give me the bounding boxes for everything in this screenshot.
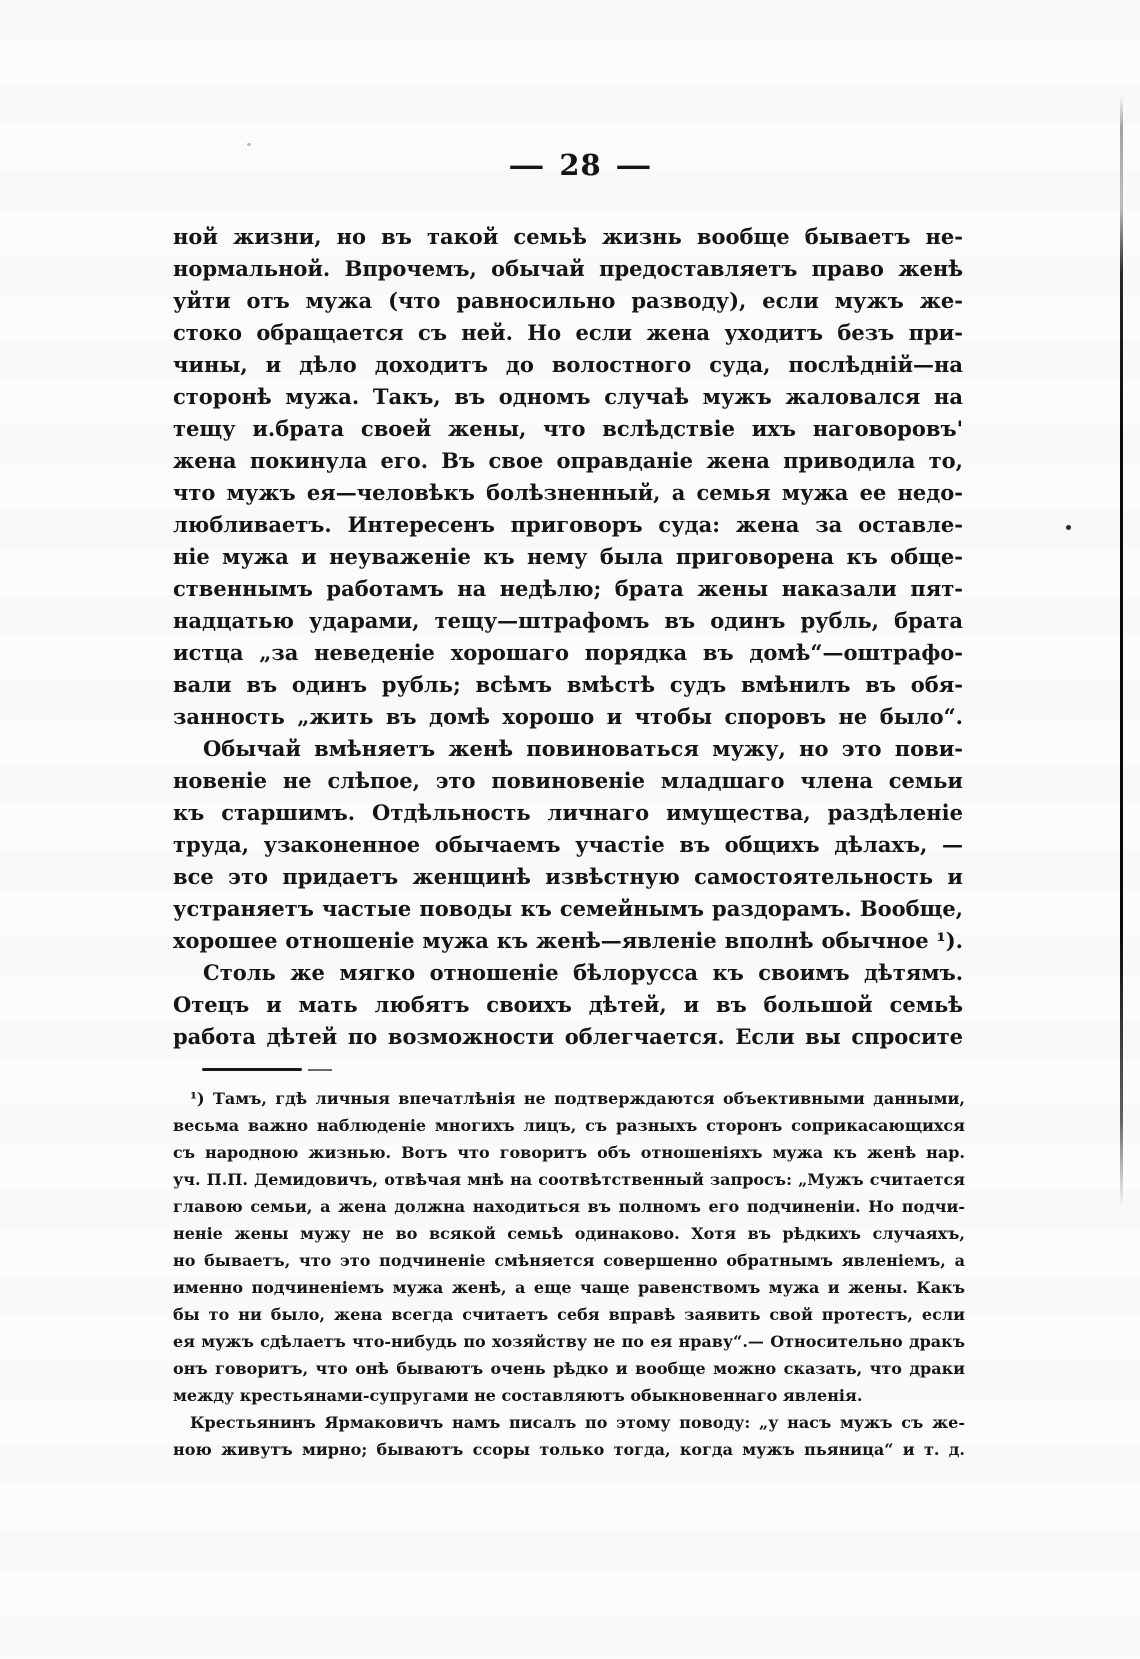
text-line: Крестьянинъ Ярмаковичъ намъ писалъ по этому поводу: „у насъ мужъ съ же- [190, 1413, 965, 1432]
text-line: сторонѣ мужа. Такъ, въ одномъ случаѣ мужъ жаловался на [173, 384, 963, 409]
text-line: занность „жить въ домѣ хорошо и чтобы споровъ не было“. [173, 704, 963, 729]
text-line: устраняетъ частые поводы къ семейнымъ раздорамъ. Вообще, [173, 896, 963, 921]
text-line: къ старшимъ. Отдѣльность личнаго имущества, раздѣленіе [173, 800, 963, 825]
text-line: ственнымъ работамъ на недѣлю; брата жены наказали пят- [173, 576, 963, 601]
footnote-separator-rule [202, 1068, 302, 1071]
text-line: новеніе не слѣпое, это повиновеніе младшаго члена семьи [173, 768, 963, 793]
text-line: чины, и дѣло доходитъ до волостного суда, послѣдній—на [173, 352, 963, 377]
text-line: тещу и.брата своей жены, что вслѣдствіе ихъ наговоровъ' [173, 416, 963, 441]
text-line: именно подчиненіемъ мужа женѣ, а еще чаще равенствомъ мужа и жены. Какъ [173, 1278, 965, 1297]
page-edge-shadow [1120, 95, 1123, 1207]
paragraph [173, 1409, 965, 1463]
footnote-block [173, 1085, 965, 1463]
text-line: главою семьи, а жена должна находиться въ полномъ его подчиненіи. Но подчи- [173, 1197, 965, 1216]
page-header [173, 148, 988, 182]
text-line: Столь же мягко отношеніе бѣлорусса къ своимъ дѣтямъ. [203, 960, 963, 985]
text-line: труда, узаконенное обычаемъ участіе въ общихъ дѣлахъ, — [173, 832, 963, 857]
text-line: Отецъ и мать любятъ своихъ дѣтей, и въ большой семьѣ [173, 992, 963, 1017]
text-line: ною живутъ мирно; бываютъ ссоры только тогда, когда мужъ пьяница“ и т. д. [173, 1440, 965, 1459]
text-line: съ народною жизнью. Вотъ что говоритъ объ отношеніяхъ мужа къ женѣ нар. [173, 1143, 965, 1162]
text-line: нормальной. Впрочемъ, обычай предоставляетъ право женѣ [173, 256, 963, 281]
text-line: уйти отъ мужа (что равносильно разводу), если мужъ же- [173, 288, 963, 313]
paragraph [173, 733, 963, 957]
text-line: жена покинула его. Въ свое оправданіе жена приводила то, [173, 448, 963, 473]
text-line: любливаетъ. Интересенъ приговоръ суда: жена за оставле- [173, 512, 963, 537]
header-dash-right: — [614, 148, 653, 182]
text-line: вали въ одинъ рубль; всѣмъ вмѣстѣ судъ вмѣнилъ въ обя- [173, 672, 963, 697]
text-line: весьма важно наблюденіе многихъ лицъ, съ разныхъ сторонъ соприкасающихся [173, 1116, 965, 1135]
text-line: Обычай вмѣняетъ женѣ повиноваться мужу, но это пови- [203, 736, 963, 761]
text-line: истца „за неведеніе хорошаго порядка въ домѣ“—оштрафо- [173, 640, 963, 665]
page-number: 28 [559, 148, 602, 182]
text-line: работа дѣтей по возможности облегчается. Если вы спросите [173, 1024, 963, 1049]
text-line: онъ говоритъ, что онѣ бываютъ очень рѣдко и вообще можно сказать, что драки [173, 1359, 965, 1378]
ink-speck [1066, 525, 1071, 530]
paragraph [173, 957, 963, 1053]
header-dash-left: — [508, 148, 547, 182]
text-line: уч. П.П. Демидовичъ, отвѣчая мнѣ на соотвѣтственный запросъ: „Мужъ считается [173, 1170, 965, 1189]
paragraph [173, 221, 963, 733]
text-line: ной жизни, но въ такой семьѣ жизнь вообще бываетъ не- [173, 224, 963, 249]
text-line: ея мужъ сдѣлаетъ что-нибудь по хозяйству не по ея нраву“.— Относительно дракъ [173, 1332, 965, 1351]
text-line: стоко обращается съ ней. Но если жена уходитъ безъ при- [173, 320, 963, 345]
text-line: бы то ни было, жена всегда считаетъ себя вправѣ заявить свой протестъ, если [173, 1305, 965, 1324]
text-line: надцатью ударами, тещу—штрафомъ въ одинъ рубль, брата [173, 608, 963, 633]
text-line: хорошее отношеніе мужа къ женѣ—явленіе вполнѣ обычное ¹). [173, 928, 963, 953]
text-line: но бываетъ, что это подчиненіе смѣняется совершенно обратнымъ явленіемъ, а [173, 1251, 965, 1270]
footnote-separator-tail [308, 1069, 332, 1071]
text-line: ¹) Тамъ, гдѣ личныя впечатлѣнія не подтверждаются объективными данными, [190, 1089, 965, 1108]
text-line: все это придаетъ женщинѣ извѣстную самостоятельность и [173, 864, 963, 889]
text-line: между крестьянами-супругами не составляютъ обыкновеннаго явленія. [173, 1386, 863, 1405]
text-line: ніе мужа и неуваженіе къ нему была приговорена къ обще- [173, 544, 963, 569]
main-text-block [173, 221, 963, 1053]
ink-speck-faint [247, 143, 251, 146]
text-line: что мужъ ея—человѣкъ болѣзненный, а семья мужа ее недо- [173, 480, 963, 505]
paragraph [173, 1085, 965, 1409]
text-line: неніе жены мужу не во всякой семьѣ одинаково. Хотя въ рѣдкихъ случаяхъ, [173, 1224, 965, 1243]
